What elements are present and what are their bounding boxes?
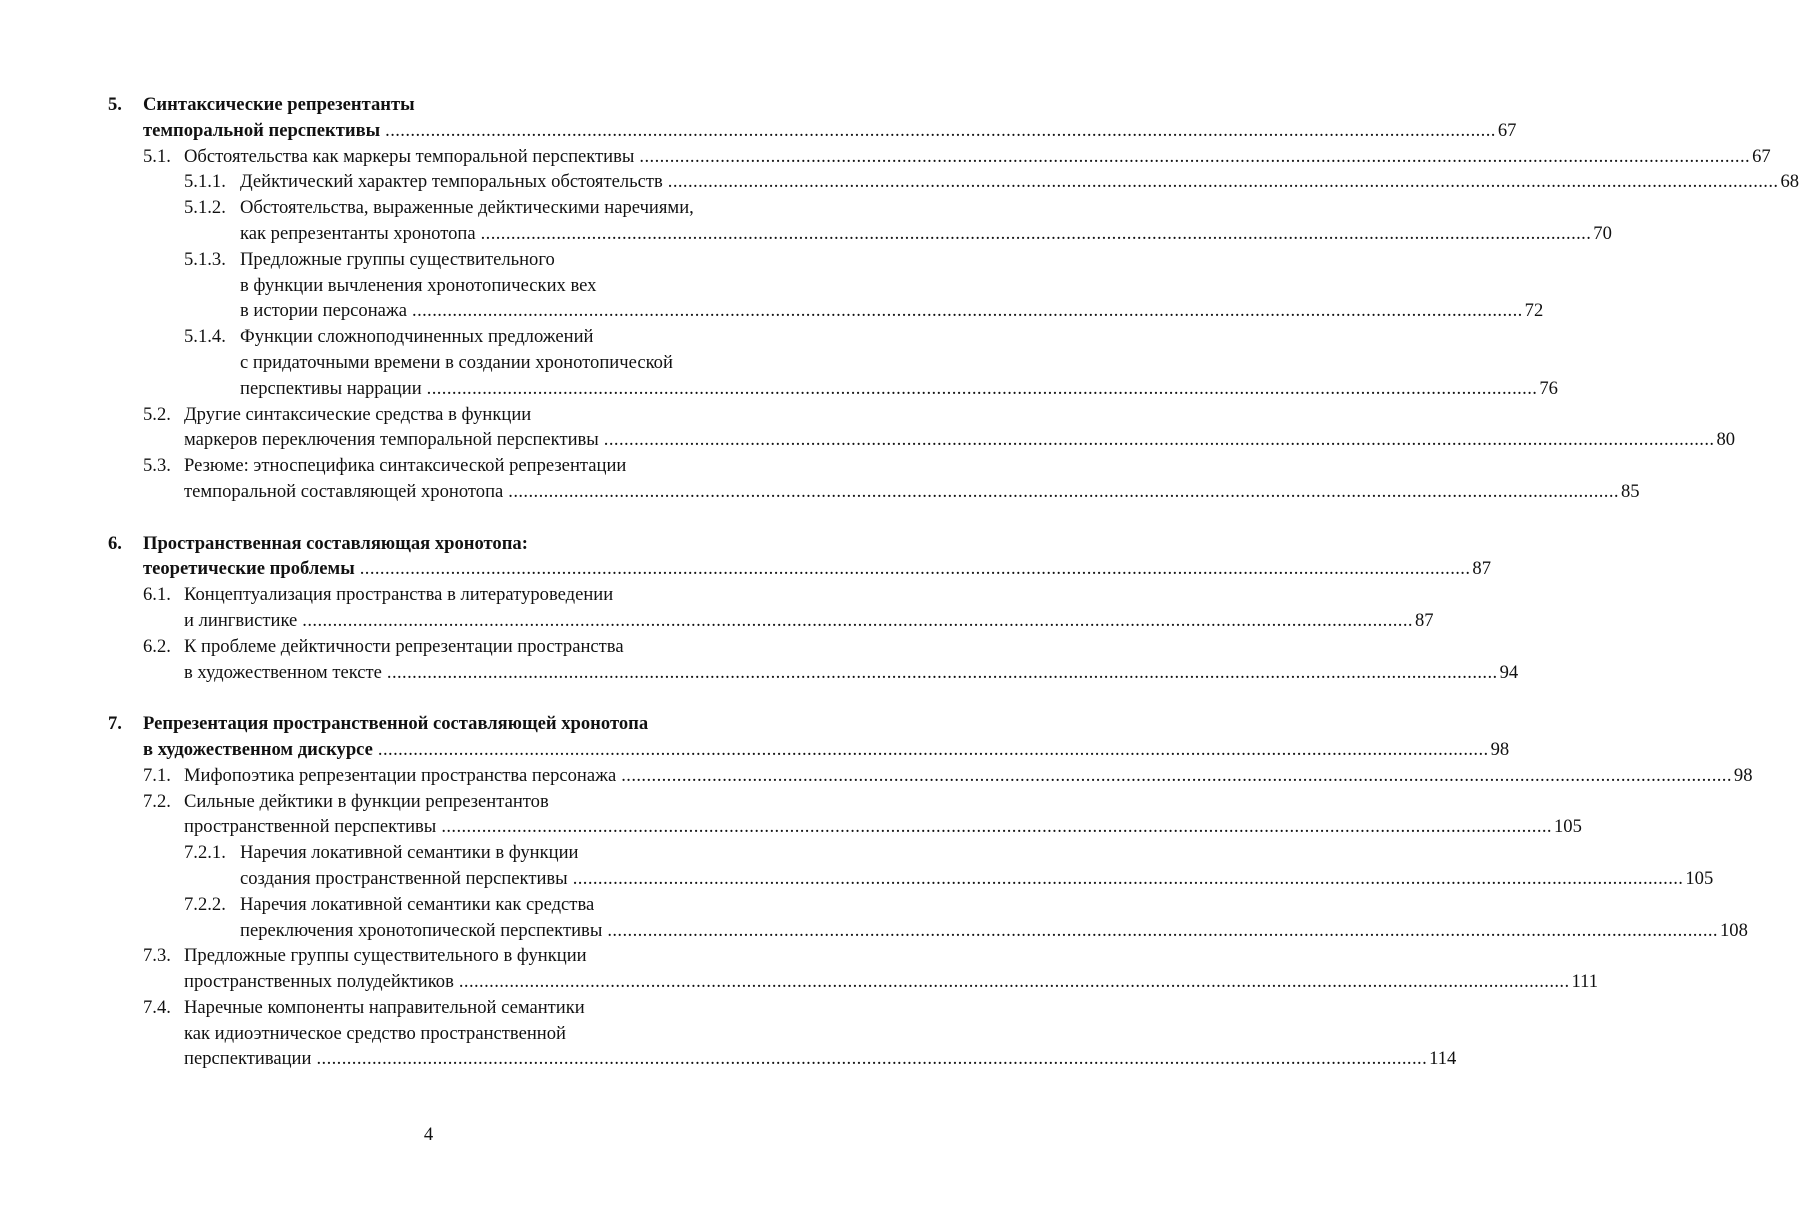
toc-entry-title: Обстоятельства, выраженные дейктическими наречиями, bbox=[240, 197, 694, 219]
toc-entry-title: Наречия локативной семантики как средства bbox=[240, 893, 595, 915]
toc-line bbox=[0, 1046, 1457, 1072]
toc-entry[interactable] bbox=[0, 324, 1558, 401]
toc-page-number: 98 bbox=[1733, 764, 1753, 786]
toc-line bbox=[0, 376, 1558, 402]
toc-entry-number: 5.1.3. bbox=[184, 248, 226, 270]
toc-line bbox=[0, 943, 857, 969]
toc-line bbox=[0, 350, 857, 376]
toc-entry-number: 7.2.1. bbox=[184, 842, 226, 864]
toc-line bbox=[0, 92, 857, 118]
toc-line bbox=[0, 195, 857, 221]
toc-entry[interactable] bbox=[0, 995, 1457, 1072]
toc-entry-title: и лингвистике bbox=[184, 609, 298, 631]
toc-entry[interactable] bbox=[0, 763, 1753, 789]
toc-entry-number: 7.3. bbox=[143, 945, 171, 967]
toc-entry-title: Резюме: этноспецифика синтаксической репрезентации bbox=[184, 455, 627, 477]
toc-line bbox=[0, 169, 1799, 195]
dot-leader: ............................................................................................................................................................................................................................ bbox=[441, 816, 1552, 838]
toc-entry-number: 5.1.1. bbox=[184, 171, 226, 193]
dot-leader: ............................................................................................................................................................................................................................ bbox=[426, 377, 1538, 399]
toc-line bbox=[0, 969, 1599, 995]
dot-leader: ............................................................................................................................................................................................................................ bbox=[639, 145, 1751, 167]
toc-page-number: 87 bbox=[1414, 609, 1434, 631]
toc-entry-title: перспективы наррации bbox=[240, 377, 422, 399]
toc-page-number: 76 bbox=[1539, 377, 1558, 399]
toc-entry-title: Функции сложноподчиненных предложений bbox=[240, 326, 594, 348]
toc-entry-title: темпоральной перспективы bbox=[143, 119, 381, 141]
toc-entry[interactable] bbox=[0, 943, 1599, 995]
dot-leader: ............................................................................................................................................................................................................................ bbox=[412, 300, 1523, 322]
toc-line bbox=[0, 479, 1640, 505]
toc-entry-number: 5.3. bbox=[143, 455, 171, 477]
dot-leader: ............................................................................................................................................................................................................................ bbox=[302, 609, 1413, 631]
toc-line bbox=[0, 453, 857, 479]
toc-page-number: 67 bbox=[1752, 145, 1771, 167]
toc-line bbox=[0, 634, 857, 660]
toc-entry-title: Предложные группы существительного bbox=[240, 248, 555, 270]
toc-entry-number: 5.2. bbox=[143, 403, 171, 425]
toc-page-number: 70 bbox=[1593, 222, 1612, 244]
section-gap bbox=[0, 685, 857, 711]
toc-line bbox=[0, 840, 857, 866]
dot-leader: ............................................................................................................................................................................................................................ bbox=[359, 558, 1471, 580]
toc-entry-title: Синтаксические репрезентанты bbox=[143, 94, 415, 115]
toc-line bbox=[0, 144, 1771, 170]
toc-page-number: 114 bbox=[1429, 1048, 1457, 1070]
dot-leader: ............................................................................................................................................................................................................................ bbox=[603, 429, 1715, 451]
toc-entry-title: Мифопоэтика репрезентации пространства персонажа bbox=[184, 764, 617, 786]
toc-entry[interactable] bbox=[0, 247, 1544, 324]
toc-entry[interactable] bbox=[0, 711, 1510, 763]
toc-entry[interactable] bbox=[0, 892, 1748, 944]
toc-line bbox=[0, 531, 857, 557]
toc-entry-title: Сильные дейктики в функции репрезентантов bbox=[184, 790, 549, 812]
toc-entry-title: с придаточными времени в создании хронотопической bbox=[240, 351, 673, 373]
toc-entry-title: в художественном дискурсе bbox=[143, 738, 373, 760]
toc-line bbox=[0, 918, 1748, 944]
toc-line bbox=[0, 737, 1510, 763]
toc-entry[interactable] bbox=[0, 195, 1612, 247]
toc-page-number: 94 bbox=[1499, 661, 1519, 683]
toc-page-number: 105 bbox=[1553, 816, 1582, 838]
toc-line bbox=[0, 1021, 857, 1047]
toc-line bbox=[0, 324, 857, 350]
toc-entry-number: 6. bbox=[108, 532, 122, 554]
dot-leader: ............................................................................................................................................................................................................................ bbox=[480, 222, 1592, 244]
toc-page-number: 111 bbox=[1571, 971, 1599, 993]
toc-line bbox=[0, 273, 857, 299]
toc-page-number: 87 bbox=[1472, 558, 1491, 580]
toc-entry-number: 7.1. bbox=[143, 764, 171, 786]
toc-entry[interactable] bbox=[0, 144, 1771, 170]
toc-line bbox=[0, 298, 1544, 324]
toc-entry[interactable] bbox=[0, 402, 1736, 454]
toc-entry-title: в функции вычленения хронотопических вех bbox=[240, 274, 597, 296]
dot-leader: ............................................................................................................................................................................................................................ bbox=[621, 764, 1732, 786]
toc-entry-number: 5.1.2. bbox=[184, 197, 226, 219]
toc-entry[interactable] bbox=[0, 789, 1582, 841]
dot-leader: ............................................................................................................................................................................................................................ bbox=[607, 919, 1718, 941]
toc-entry-number: 7.2. bbox=[143, 790, 171, 812]
toc-entry-title: Пространственная составляющая хронотопа: bbox=[143, 532, 528, 554]
toc-line bbox=[0, 866, 1714, 892]
toc-entry-title: Наречные компоненты направительной семантики bbox=[184, 996, 585, 1018]
dot-leader: ............................................................................................................................................................................................................................ bbox=[377, 738, 1489, 760]
toc-page-number: 68 bbox=[1780, 171, 1799, 193]
toc-entry-number: 6.1. bbox=[143, 584, 171, 606]
toc-entry[interactable] bbox=[0, 634, 1519, 686]
toc-entry-title: как репрезентанты хронотопа bbox=[240, 222, 476, 244]
toc-entry-number: 7.2.2. bbox=[184, 893, 226, 915]
section-gap bbox=[0, 505, 857, 531]
toc-entry-title: Репрезентация пространственной составляющей хронотопа bbox=[143, 713, 649, 735]
dot-leader: ............................................................................................................................................................................................................................ bbox=[458, 971, 1570, 993]
toc-line bbox=[0, 427, 1736, 453]
toc-page-number: 80 bbox=[1716, 429, 1736, 451]
toc-entry[interactable] bbox=[0, 453, 1640, 505]
toc-entry[interactable] bbox=[0, 531, 1491, 583]
toc-entry[interactable] bbox=[0, 840, 1714, 892]
toc-entry-number: 5.1.4. bbox=[184, 326, 226, 348]
toc-page-number: 67 bbox=[1497, 119, 1517, 141]
toc-entry[interactable] bbox=[0, 169, 1799, 195]
toc-entry-number: 5.1. bbox=[143, 145, 171, 167]
toc-line bbox=[0, 763, 1753, 789]
toc-line bbox=[0, 892, 857, 918]
toc-line bbox=[0, 814, 1582, 840]
toc-entry-title: Предложные группы существительного в функции bbox=[184, 945, 587, 967]
toc-line bbox=[0, 995, 857, 1021]
toc-page-number: 72 bbox=[1524, 300, 1544, 322]
dot-leader: ............................................................................................................................................................................................................................ bbox=[667, 171, 1779, 193]
toc-line bbox=[0, 556, 1491, 582]
toc-line bbox=[0, 582, 857, 608]
toc-line bbox=[0, 608, 1434, 634]
toc-page-number: 105 bbox=[1685, 867, 1714, 889]
toc-page-number: 108 bbox=[1719, 919, 1748, 941]
toc-entry-title: Обстоятельства как маркеры темпоральной перспективы bbox=[184, 145, 635, 167]
toc-entry-number: 6.2. bbox=[143, 635, 171, 657]
toc-entry-title: пространственной перспективы bbox=[184, 816, 437, 838]
toc-entry-number: 5. bbox=[108, 94, 122, 115]
toc-line bbox=[0, 221, 1612, 247]
toc-entry-title: Концептуализация пространства в литературоведении bbox=[184, 584, 614, 606]
toc-entry-title: К проблеме дейктичности репрезентации пространства bbox=[184, 635, 624, 657]
toc-entry-title: Другие синтаксические средства в функции bbox=[184, 403, 532, 425]
table-of-contents bbox=[0, 92, 1799, 1072]
toc-entry-title: как идиоэтническое средство пространственной bbox=[184, 1022, 566, 1044]
page-number: 4 bbox=[423, 1124, 434, 1145]
toc-line bbox=[0, 711, 857, 737]
toc-line bbox=[0, 660, 1519, 686]
toc-entry-title: в истории персонажа bbox=[240, 300, 408, 322]
dot-leader: ............................................................................................................................................................................................................................ bbox=[385, 119, 1496, 141]
toc-entry-title: теоретические проблемы bbox=[143, 558, 355, 580]
toc-entry-title: перспективации bbox=[184, 1048, 312, 1070]
dot-leader: ............................................................................................................................................................................................................................ bbox=[508, 480, 1619, 502]
toc-entry[interactable] bbox=[0, 582, 1434, 634]
toc-page-number: 85 bbox=[1620, 480, 1640, 502]
toc-entry-title: Наречия локативной семантики в функции bbox=[240, 842, 579, 864]
toc-page-number: 98 bbox=[1490, 738, 1510, 760]
toc-entry-title: темпоральной составляющей хронотопа bbox=[184, 480, 504, 502]
toc-entry-title: переключения хронотопической перспективы bbox=[240, 919, 603, 941]
toc-line bbox=[0, 789, 857, 815]
toc-line bbox=[0, 247, 857, 273]
toc-entry-title: создания пространственной перспективы bbox=[240, 867, 568, 889]
toc-entry-title: маркеров переключения темпоральной перспективы bbox=[184, 429, 599, 451]
toc-entry-title: в художественном тексте bbox=[184, 661, 382, 683]
toc-entry-number: 7. bbox=[108, 713, 122, 735]
toc-entry-title: пространственных полудейктиков bbox=[184, 971, 454, 993]
dot-leader: ............................................................................................................................................................................................................................ bbox=[572, 867, 1684, 889]
dot-leader: ............................................................................................................................................................................................................................ bbox=[386, 661, 1498, 683]
dot-leader: ............................................................................................................................................................................................................................ bbox=[316, 1048, 1428, 1070]
toc-entry-number: 7.4. bbox=[143, 996, 171, 1018]
toc-line bbox=[0, 402, 857, 428]
toc-entry-title: Дейктический характер темпоральных обстоятельств bbox=[240, 171, 663, 193]
toc-line bbox=[0, 118, 1517, 144]
toc-entry[interactable] bbox=[0, 92, 1517, 144]
